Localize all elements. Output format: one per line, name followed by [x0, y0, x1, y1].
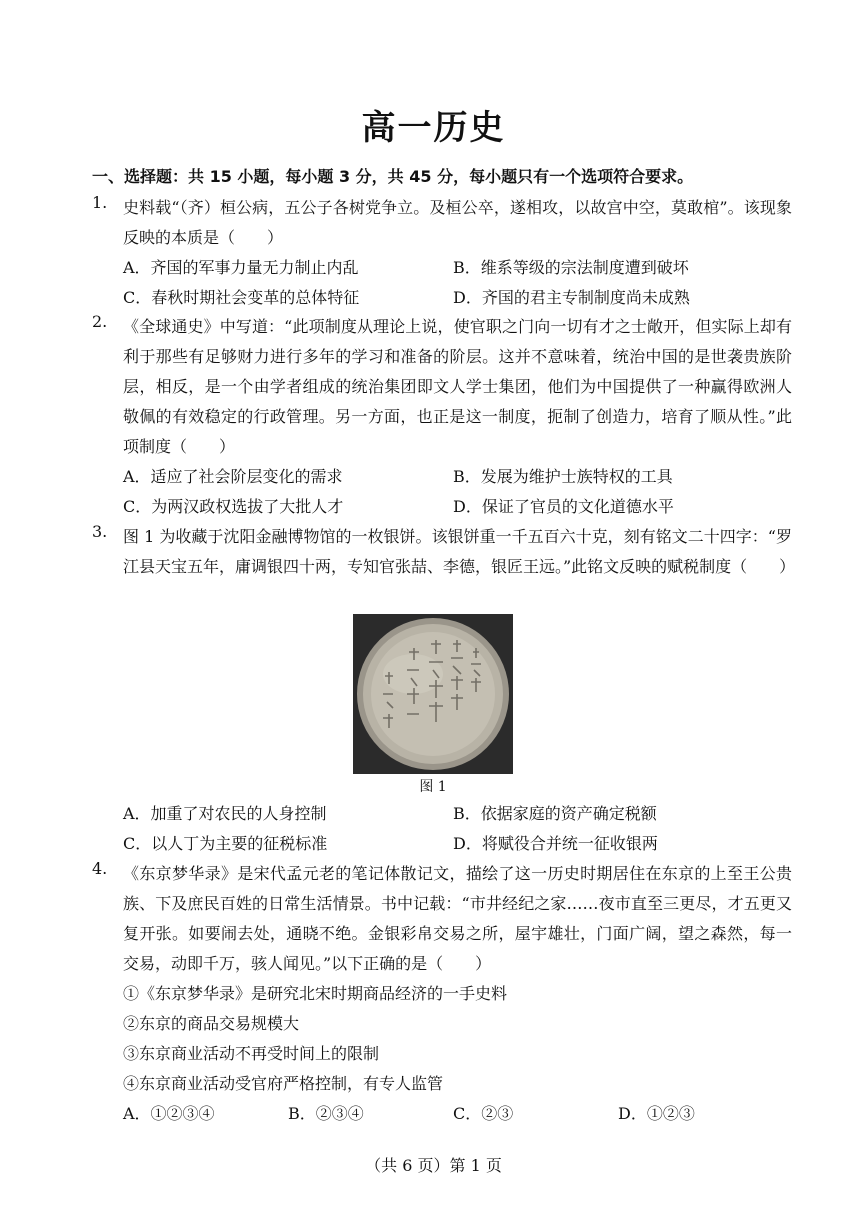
question-1	[92, 193, 792, 313]
question-4	[92, 859, 792, 1129]
figure-caption: 图 1	[419, 779, 447, 795]
statement-item: ②东京的商品交易规模大	[123, 1014, 300, 1033]
option-c: C．春秋时期社会变革的总体特征	[123, 288, 360, 307]
question-number: 4.	[92, 859, 108, 878]
option-d: D．①②③	[618, 1104, 695, 1123]
question-stem: 图 1 为收藏于沈阳金融博物馆的一枚银饼。该银饼重一千五百六十克，刻有铭文二十四字：“罗江县天宝五年，庸调银四十两，专知官张喆、李德，银匠王远。”此铭文反映的赋税制度（ ）	[123, 527, 796, 576]
option-c: C．②③	[453, 1104, 514, 1123]
options-row	[123, 799, 792, 829]
question-stem: 《全球通史》中写道：“此项制度从理论上说，使官职之门向一切有才之士敞开，但实际上却有利于那些有足够财力进行多年的学习和准备的阶层。这并不意味着，统治中国的是世袭贵族阶层，相反，是一个由学者组成的统治集团即文人学士集团，他们为中国提供了一种赢得欧洲人敬佩的有效稳定的行政管理。另一方面，也正是这一制度，扼制了创造力，培育了顺从性。”此项制度（ ）	[123, 317, 792, 456]
statement-item: ③东京商业活动不再受时间上的限制	[123, 1044, 380, 1063]
option-a: A．加重了对农民的人身控制	[123, 804, 327, 823]
question-3	[92, 522, 796, 582]
question-2	[92, 312, 792, 522]
statement-item: ①《东京梦华录》是研究北宋时期商品经济的一手史料	[123, 984, 508, 1003]
option-a: A．适应了社会阶层变化的需求	[123, 467, 343, 486]
page-title: 高一历史	[361, 108, 506, 148]
option-b: B．发展为维护士族特权的工具	[453, 467, 673, 486]
silver-cake-photo	[353, 614, 513, 774]
page-footer: （共 6 页）第 1 页	[365, 1156, 502, 1175]
options-row	[123, 253, 792, 283]
option-c: C．为两汉政权选拔了大批人才	[123, 497, 344, 516]
question-stem: 《东京梦华录》是宋代孟元老的笔记体散记文，描绘了这一历史时期居住在东京的上至王公贵族、下及庶民百姓的日常生活情景。书中记载：“市井经纪之家……夜市直至三更尽，才五更又复开张。如要闹去处，通晓不绝。金银彩帛交易之所，屋宇雄壮，门面广阔，望之森然，每一交易，动即千万，骇人闻见。”以下正确的是（ ）	[123, 864, 792, 973]
options-row	[123, 1099, 792, 1129]
question-number: 1.	[92, 193, 108, 212]
option-a: A．①②③④	[123, 1104, 215, 1123]
section-heading: 一、选择题：共 15 小题，每小题 3 分，共 45 分，每小题只有一个选项符合要求。	[92, 167, 694, 186]
question-number: 3.	[92, 522, 108, 541]
statement-item: ④东京商业活动受官府严格控制，有专人监管	[123, 1074, 444, 1093]
option-b: B．②③④	[288, 1104, 364, 1123]
question-number: 2.	[92, 312, 108, 331]
option-d: D．保证了官员的文化道德水平	[453, 497, 674, 516]
options-row	[123, 462, 792, 492]
silver-cake-image	[353, 614, 513, 774]
options-row	[123, 283, 792, 313]
options-row	[123, 829, 792, 859]
option-a: A．齐国的军事力量无力制止内乱	[123, 258, 359, 277]
option-b: B．维系等级的宗法制度遭到破坏	[453, 258, 689, 277]
option-c: C．以人丁为主要的征税标准	[123, 834, 328, 853]
options-row	[123, 492, 792, 522]
question-stem: 史料载“（齐）桓公病，五公子各树党争立。及桓公卒，遂相攻，以故宫中空，莫敢棺”。该现象反映的本质是（ ）	[123, 198, 792, 247]
option-d: D．将赋役合并统一征收银两	[453, 834, 658, 853]
question-3-options	[92, 799, 792, 859]
option-d: D．齐国的君主专制制度尚未成熟	[453, 288, 690, 307]
option-b: B．依据家庭的资产确定税额	[453, 804, 657, 823]
